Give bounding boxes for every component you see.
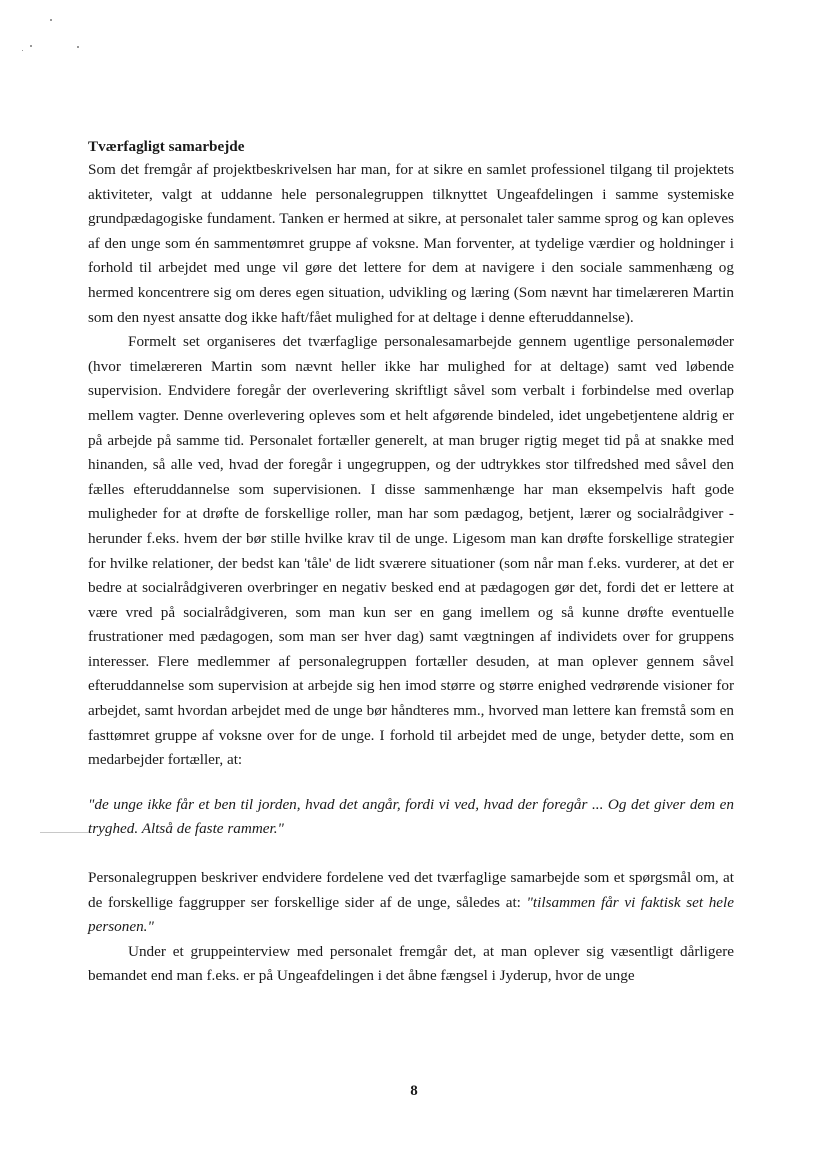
page-number: 8 xyxy=(410,1083,418,1099)
document-body xyxy=(88,137,734,989)
paragraph-3-text: Personalegruppen beskriver endvidere fordelene ved det tværfaglige samarbejde som et spørgsmål om, at de forskellige faggrupper ser forskellige sider af de unge, således at: xyxy=(88,869,734,911)
scan-speck xyxy=(22,50,23,51)
scan-rule-mark xyxy=(40,832,90,833)
scan-speck xyxy=(77,46,79,48)
paragraph-4: Under et gruppeinterview med personalet fremgår det, at man oplever sig væsentligt dårligere bemandet end man f.eks. er på Ungeafdelingen i det åbne fængsel i Jyderup, hvor de unge xyxy=(88,942,734,985)
inline-quote: "tilsammen får vi faktisk set hele personen." xyxy=(88,893,734,936)
section-heading: Tværfagligt samarbejde xyxy=(88,138,245,155)
paragraph-3 xyxy=(88,866,734,940)
scan-speck xyxy=(50,19,52,21)
paragraph-1: Som det fremgår af projektbeskrivelsen har man, for at sikre en samlet professionel tilgang til projektets aktiviteter, valgt at uddanne hele personalegruppen tilknyttet Ungeafdelingen i samme systemiske grundpædagogiske fundament. Tanken er hermed at sikre, at personalet taler samme sprog og kan opleves af den unge som én sammentømret gruppe af voksne. Man forventer, at tydelige værdier og holdninger i forhold til arbejdet med unge vil gøre det lettere for dem at navigere i den sociale sammenhæng og hermed koncentrere sig om deres egen situation, udvikling og læring (Som nævnt har timelæreren Martin som den nyest ansatte dog ikke haft/fået mulighed for at deltage i denne efteruddannelse). xyxy=(88,161,734,326)
block-quote: "de unge ikke får et ben til jorden, hvad det angår, fordi vi ved, hvad der foregår ... Og det giver dem en tryghed. Altså de faste rammer." xyxy=(88,795,734,838)
paragraph-2: Formelt set organiseres det tværfaglige personalesamarbejde gennem ugentlige personalemøder (hvor timelæreren Martin som nævnt heller ikke har mulighed for at deltage) samt ved løbende supervision. Endvidere foregår der overlevering skriftligt såvel som verbalt i forbindelse med overlap mellem vagter. Denne overlevering opleves som et helt afgørende bindeled, idet ungebetjentene aldrig er på arbejde på samme tid. Personalet fortæller generelt, at man bruger rigtig meget tid på at snakke med hinanden, så alle ved, hvad der foregår i ungegruppen, og der udtrykkes stor tilfredshed med såvel den fælles efteruddannelse som supervisionen. I disse sammenhænge har man eksempelvis haft gode muligheder for at drøfte de forskellige roller, man har som pædagog, betjent, lærer og socialrådgiver - herunder f.eks. hvem der bør stille hvilke krav til de unge. Ligesom man kan drøfte forskellige strategier for hvilke relationer, der bedst kan 'tåle' de lidt sværere situationer (som når man f.eks. vurderer, at det er bedre at socialrådgiveren overbringer en negativ besked end at pædagogen gør det, fordi det er lettere at være vred på socialrådgiveren, som man kun ser en gang imellem og så kunne drøfte eventuelle frustrationer med pædagogen, som man ser hver dag) samt vægtningen af individets over for gruppens interesser. Flere medlemmer af personalegruppen fortæller desuden, at man oplever gennem såvel efteruddannelse som supervision at arbejde sig hen imod større og større enighed vedrørende visioner for arbejdet, samt hvordan arbejdet med de unge bør håndteres mm., hvorved man lettere kan fremstå som en fasttømret gruppe af voksne over for de unge. I forhold til arbejdet med de unge, betyder dette, som en medarbejder fortæller, at: xyxy=(88,333,734,769)
scan-speck xyxy=(30,45,32,47)
